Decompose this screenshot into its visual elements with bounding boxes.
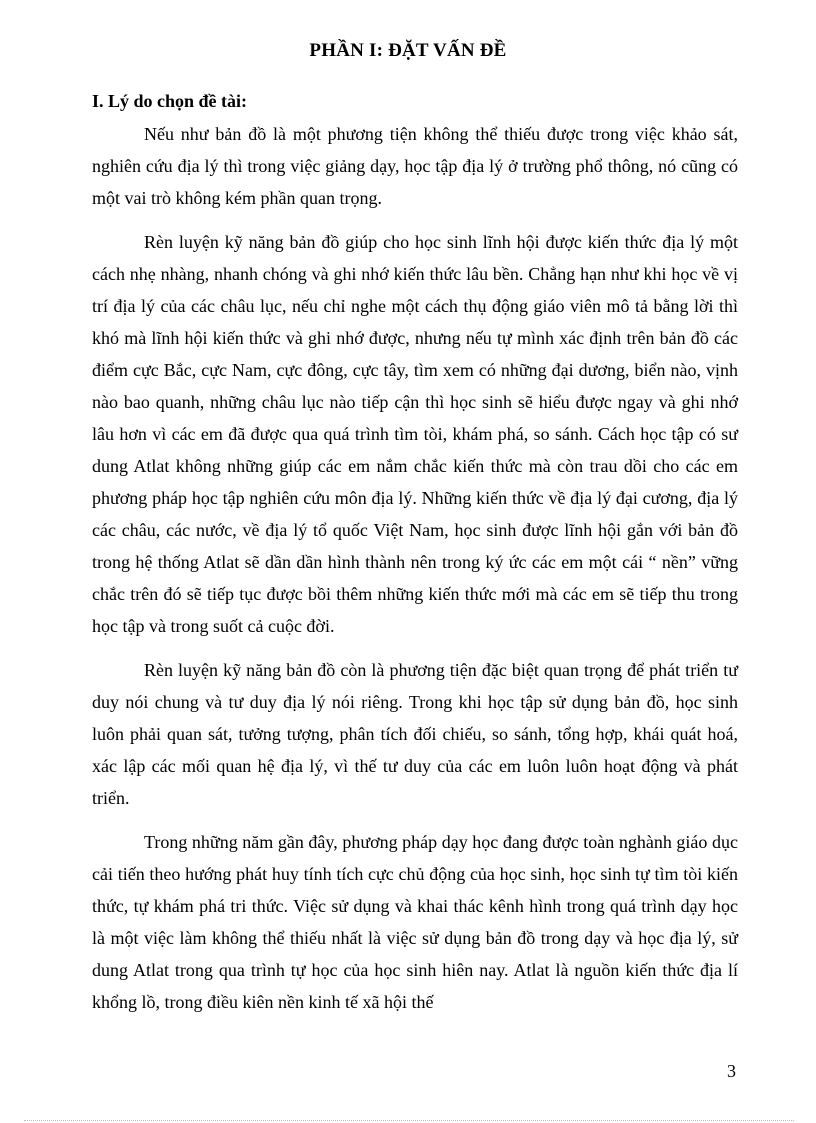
- paragraph-1: Nếu như bản đồ là một phương tiện không thể thiếu được trong việc khảo sát, nghiên cứu địa lý thì trong việc giảng dạy, học tập địa lý ở trường phổ thông, nó cũng có một vai trò không kém phần quan trọng.: [92, 124, 738, 208]
- body-text: [92, 118, 738, 1030]
- page-title: PHẦN I: ĐẶT VẤN ĐỀ: [309, 40, 507, 61]
- paragraph-3: Rèn luyện kỹ năng bản đồ còn là phương tiện đặc biệt quan trọng để phát triển tư duy nói chung và tư duy địa lý nói riêng. Trong khi học tập sử dụng bản đồ, học sinh luôn phải quan sát, tưởng tượng, phân tích đối chiếu, so sánh, tổng hợp, khái quát hoá, xác lập các mối quan hệ địa lý, vì thế tư duy của các em luôn luôn hoạt động và phát triển.: [92, 660, 738, 808]
- page-bottom-divider: [24, 1120, 794, 1121]
- section-heading: I. Lý do chọn đề tài:: [92, 91, 248, 111]
- paragraph-4: Trong những năm gần đây, phương pháp dạy học đang được toàn nghành giáo dục cải tiến theo hướng phát huy tính tích cực chủ động của học sinh, học sinh tự tìm tòi kiến thức, tự khám phá tri thức. Việc sử dụng và khai thác kênh hình trong quá trình dạy học là một việc làm không thể thiếu nhất là việc sử dụng bản đồ trong dạy và học địa lý, sử dung Atlat trong qua trình tự học của học sinh hiên nay. Atlat là nguồn kiến thức địa lí khổng lồ, trong điều kiên nền kinh tế xã hội thế: [92, 832, 738, 1012]
- paragraph-2: Rèn luyện kỹ năng bản đồ giúp cho học sinh lĩnh hội được kiến thức địa lý một cách nhẹ nhàng, nhanh chóng và ghi nhớ kiến thức lâu bền. Chẳng hạn như khi học về vị trí địa lý của các châu lục, nếu chỉ nghe một cách thụ động giáo viên mô tả bằng lời thì khó mà lĩnh hội kiến thức và ghi nhớ được, nhưng nếu tự mình xác định trên bản đồ các điểm cực Bắc, cực Nam, cực đông, cực tây, tìm xem có những đại dương, biển nào, vịnh nào bao quanh, những châu lục nào tiếp cận thì học sinh sẽ hiểu được ngay và ghi nhớ lâu hơn vì các em đã được qua quá trình tìm tòi, khám phá, so sánh. Cách học tập có sư dung Atlat không những giúp các em nắm chắc kiến thức mà còn trau dồi cho các em phương pháp học tập nghiên cứu môn địa lý. Những kiến thức về địa lý đại cương, địa lý các châu, các nước, về địa lý tổ quốc Việt Nam, học sinh được lĩnh hội gắn với bản đồ trong hệ thống Atlat sẽ dần dần hình thành nên trong ký ức các em một cái “ nền” vững chắc trên đó sẽ tiếp tục được bồi thêm những kiến thức mới mà các em sẽ tiếp thu trong học tập và trong suốt cả cuộc đời.: [92, 232, 738, 636]
- page-number: 3: [727, 1061, 736, 1081]
